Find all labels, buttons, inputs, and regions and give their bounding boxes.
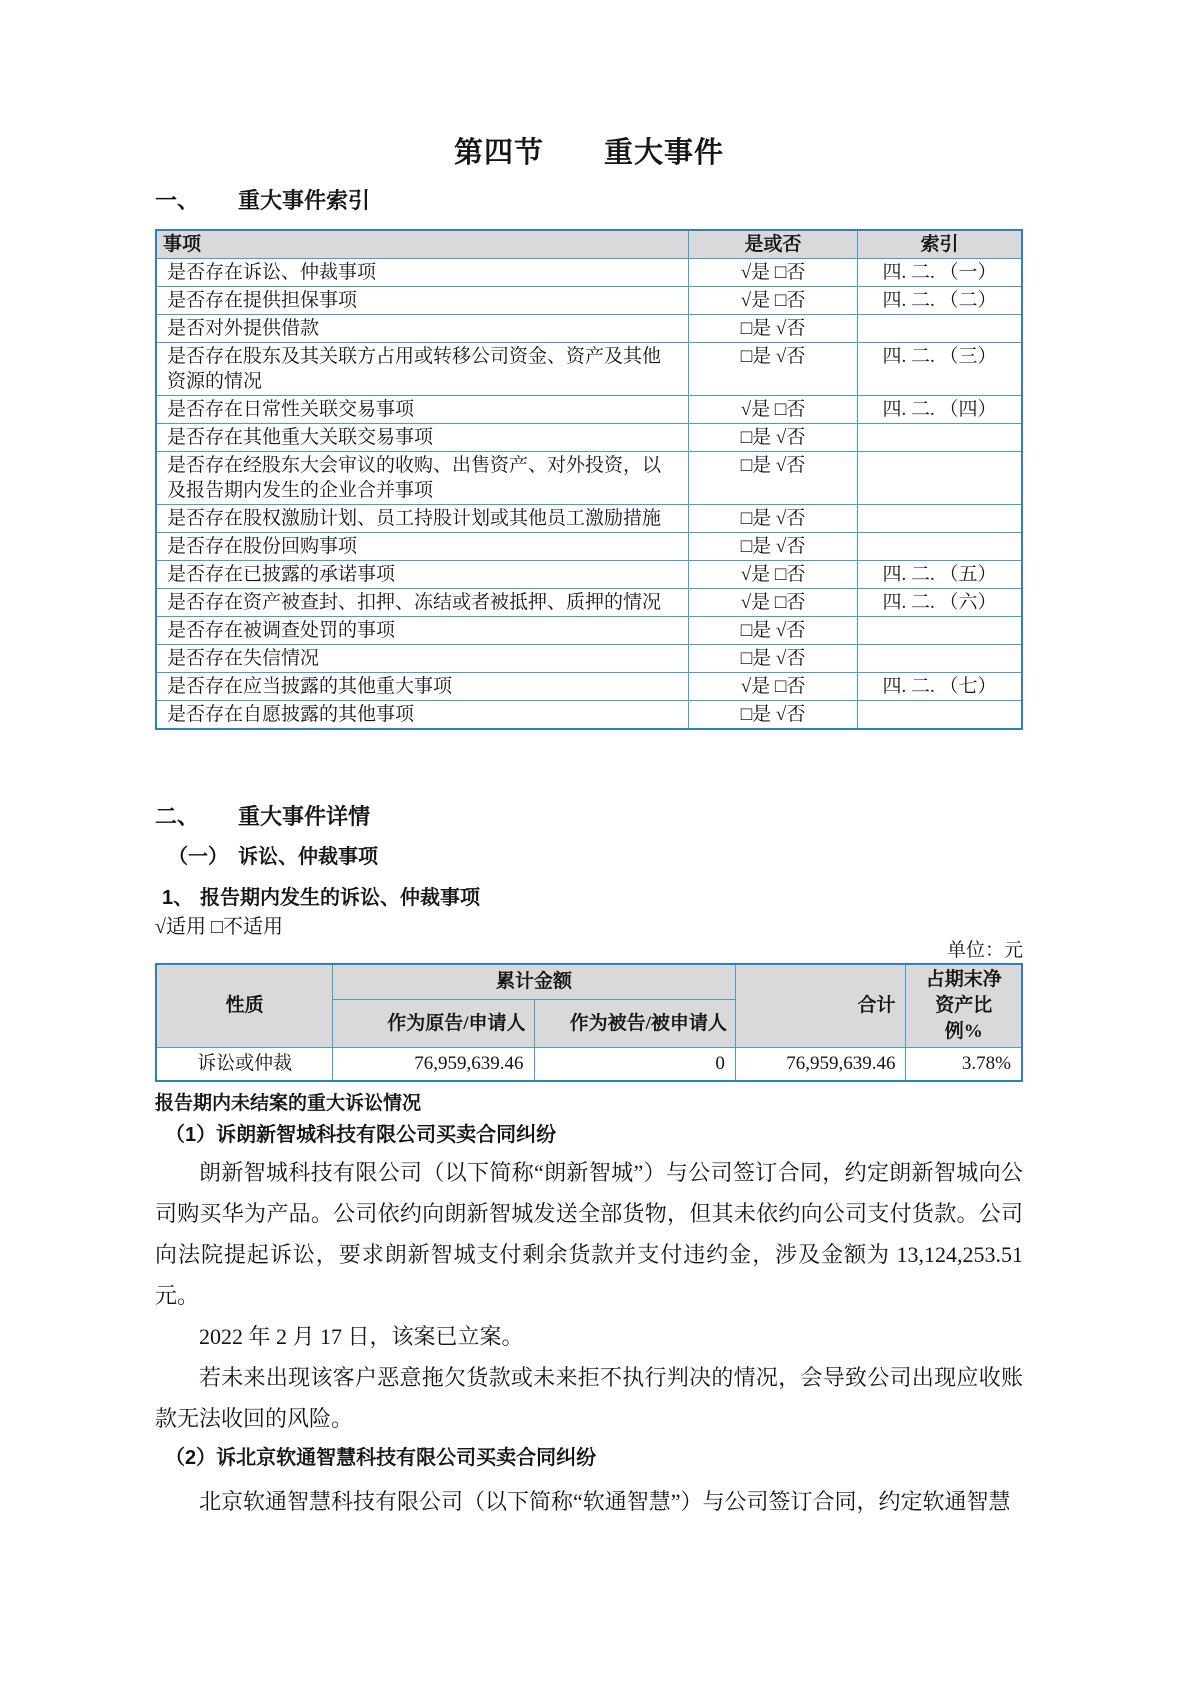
yes-no-answer-cell: √是 □否	[689, 396, 858, 424]
index-reference-cell: 四. 二. （三）	[857, 343, 1022, 396]
section-2-number: 二、	[155, 804, 200, 829]
lawsuit-table-header-row-1	[156, 964, 1022, 1000]
index-table-row	[156, 645, 1022, 673]
index-reference-cell: 四. 二. （六）	[857, 589, 1022, 617]
index-table-row	[156, 315, 1022, 343]
yes-no-answer-cell: □是 √否	[689, 701, 858, 730]
index-reference-cell	[857, 533, 1022, 561]
event-item-cell: 是否存在经股东大会审议的收购、出售资产、对外投资，以及报告期内发生的企业合并事项	[156, 452, 689, 505]
item-1-title: 报告期内发生的诉讼、仲裁事项	[200, 887, 480, 909]
column-header-cumulative-amount: 累计金额	[333, 964, 736, 1000]
item-1-heading	[155, 886, 1023, 910]
subsection-1-heading	[155, 844, 1023, 870]
index-reference-cell	[857, 424, 1022, 452]
column-header-as-defendant: 作为被告/被申请人	[534, 1000, 735, 1048]
applicable-checkbox-line: √适用 □不适用	[155, 916, 284, 938]
index-table-header-row	[156, 230, 1022, 259]
event-item-cell: 是否存在自愿披露的其他事项	[156, 701, 689, 730]
event-item-cell: 是否存在已披露的承诺事项	[156, 561, 689, 589]
column-header-nature: 性质	[156, 964, 333, 1048]
index-table-row	[156, 533, 1022, 561]
index-table-row	[156, 343, 1022, 396]
case-1-paragraph-2: 2022 年 2 月 17 日，该案已立案。	[199, 1324, 524, 1349]
yes-no-answer-cell: □是 √否	[689, 617, 858, 645]
index-reference-cell: 四. 二. （二）	[857, 287, 1022, 315]
event-item-cell: 是否对外提供借款	[156, 315, 689, 343]
net-asset-ratio-cell: 3.78%	[906, 1048, 1022, 1082]
index-table-row	[156, 396, 1022, 424]
event-item-cell: 是否存在应当披露的其他重大事项	[156, 673, 689, 701]
plaintiff-amount-cell: 76,959,639.46	[333, 1048, 534, 1082]
section-2-heading	[155, 802, 1023, 832]
column-header-net-asset-ratio: 占期末净资产比例%	[906, 964, 1022, 1048]
pending-cases-title: 报告期内未结案的重大诉讼情况	[155, 1093, 422, 1114]
major-events-index-table	[155, 229, 1023, 730]
index-table-row	[156, 505, 1022, 533]
event-item-cell: 是否存在日常性关联交易事项	[156, 396, 689, 424]
section-1-heading	[155, 186, 1023, 216]
total-amount-cell: 76,959,639.46	[735, 1048, 906, 1082]
index-table-row	[156, 561, 1022, 589]
page-title: 第四节 重大事件	[453, 137, 724, 169]
subsection-1-title: 诉讼、仲裁事项	[238, 846, 378, 868]
lawsuit-table-body	[156, 1048, 1022, 1082]
index-reference-cell: 四. 二. （四）	[857, 396, 1022, 424]
index-reference-cell	[857, 315, 1022, 343]
index-reference-cell: 四. 二. （一）	[857, 259, 1022, 287]
yes-no-answer-cell: □是 √否	[689, 645, 858, 673]
page-content	[155, 0, 1023, 1522]
column-header-total: 合计	[735, 964, 906, 1048]
section-1-number: 一、	[155, 188, 200, 213]
yes-no-answer-cell: √是 □否	[689, 673, 858, 701]
column-header-index: 索引	[857, 230, 1022, 259]
column-header-yes-no: 是或否	[689, 230, 858, 259]
lawsuit-amount-table	[155, 963, 1023, 1082]
case-1-paragraph-1: 朗新智城科技有限公司（以下简称“朗新智城”）与公司签订合同，约定朗新智城向公司购买华为产品。公司依约向朗新智城发送全部货物，但其未依约向公司支付货款。公司向法院提起诉讼，要求朗新智城支付剩余货款并支付违约金，涉及金额为 13,124,253.51 元。	[155, 1160, 1023, 1308]
event-item-cell: 是否存在失信情况	[156, 645, 689, 673]
event-item-cell: 是否存在股份回购事项	[156, 533, 689, 561]
yes-no-answer-cell: □是 √否	[689, 452, 858, 505]
yes-no-answer-cell: √是 □否	[689, 589, 858, 617]
yes-no-answer-cell: □是 √否	[689, 533, 858, 561]
column-header-item: 事项	[156, 230, 689, 259]
event-item-cell: 是否存在资产被查封、扣押、冻结或者被抵押、质押的情况	[156, 589, 689, 617]
index-reference-cell	[857, 701, 1022, 730]
index-reference-cell: 四. 二. （五）	[857, 561, 1022, 589]
yes-no-answer-cell: □是 √否	[689, 315, 858, 343]
event-item-cell: 是否存在其他重大关联交易事项	[156, 424, 689, 452]
event-item-cell: 是否存在股权激励计划、员工持股计划或其他员工激励措施	[156, 505, 689, 533]
unit-label: 单位：元	[946, 940, 1023, 961]
defendant-amount-cell: 0	[534, 1048, 735, 1082]
index-reference-cell	[857, 505, 1022, 533]
lawsuit-table-head	[156, 964, 1022, 1048]
section-2-title: 重大事件详情	[238, 804, 371, 829]
index-table-row	[156, 287, 1022, 315]
subsection-1-number: （一）	[168, 846, 228, 868]
case-1-paragraph-3: 若未来出现该客户恶意拖欠货款或未来拒不执行判决的情况，会导致公司出现应收账款无法收回的风险。	[155, 1365, 1023, 1431]
column-header-as-plaintiff: 作为原告/申请人	[333, 1000, 534, 1048]
event-item-cell: 是否存在提供担保事项	[156, 287, 689, 315]
section-1-title: 重大事件索引	[238, 188, 371, 213]
event-item-cell: 是否存在被调查处罚的事项	[156, 617, 689, 645]
index-table-row	[156, 589, 1022, 617]
index-reference-cell	[857, 452, 1022, 505]
index-table-body	[156, 259, 1022, 730]
index-table-row	[156, 259, 1022, 287]
index-table-head	[156, 230, 1022, 259]
index-reference-cell	[857, 617, 1022, 645]
yes-no-answer-cell: √是 □否	[689, 561, 858, 589]
case-1-title: （1）诉朗新智城科技有限公司买卖合同纠纷	[165, 1124, 557, 1146]
yes-no-answer-cell: □是 √否	[689, 424, 858, 452]
nature-cell: 诉讼或仲裁	[156, 1048, 333, 1082]
index-table-row	[156, 452, 1022, 505]
index-table-row	[156, 424, 1022, 452]
index-reference-cell	[857, 645, 1022, 673]
event-item-cell: 是否存在诉讼、仲裁事项	[156, 259, 689, 287]
index-table-row	[156, 701, 1022, 730]
yes-no-answer-cell: □是 √否	[689, 343, 858, 396]
case-2-title: （2）诉北京软通智慧科技有限公司买卖合同纠纷	[165, 1447, 597, 1469]
index-table-row	[156, 673, 1022, 701]
case-2-paragraph-1: 北京软通智慧科技有限公司（以下简称“软通智慧”）与公司签订合同，约定软通智慧	[199, 1489, 1011, 1514]
yes-no-answer-cell: √是 □否	[689, 259, 858, 287]
index-table-row	[156, 617, 1022, 645]
item-1-number: 1、	[162, 887, 194, 909]
yes-no-answer-cell: □是 √否	[689, 505, 858, 533]
event-item-cell: 是否存在股东及其关联方占用或转移公司资金、资产及其他资源的情况	[156, 343, 689, 396]
yes-no-answer-cell: √是 □否	[689, 287, 858, 315]
index-reference-cell: 四. 二. （七）	[857, 673, 1022, 701]
lawsuit-table-row	[156, 1048, 1022, 1082]
